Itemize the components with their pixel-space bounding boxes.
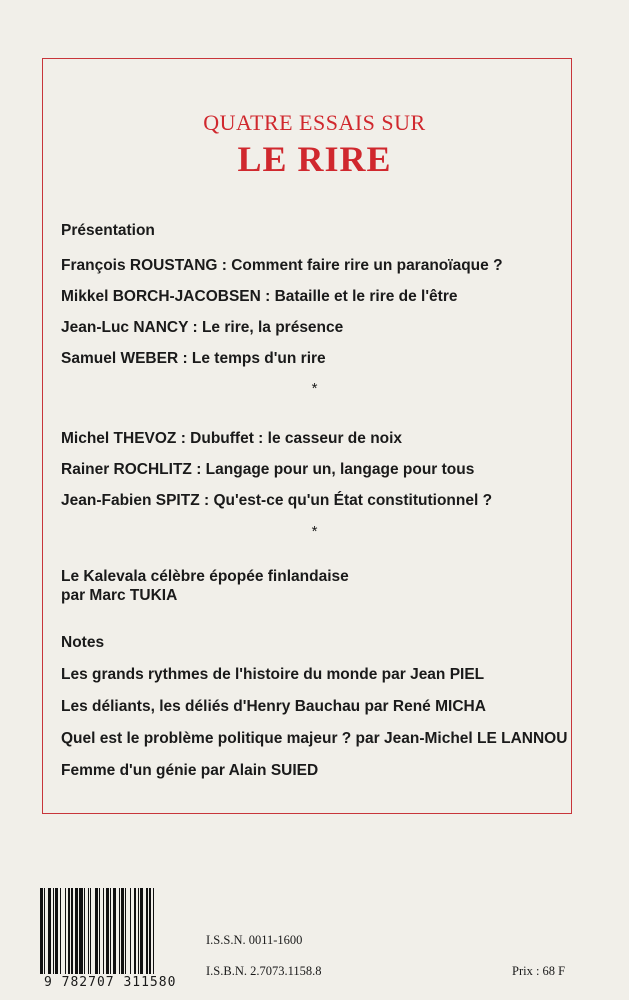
- barcode-digits: 9 782707 311580: [44, 975, 177, 990]
- notes-item: Les grands rythmes de l'histoire du monde par Jean PIEL: [61, 666, 485, 683]
- price-text: Prix : 68 F: [512, 964, 566, 978]
- barcode-bar: [154, 888, 157, 974]
- toc-item: Rainer ROCHLITZ : Langage pour un, langage pour tous: [61, 461, 475, 478]
- toc-item: François ROUSTANG : Comment faire rire un paranoïaque ?: [61, 257, 503, 274]
- notes-item: Femme d'un génie par Alain SUIED: [61, 762, 319, 779]
- toc-item: Samuel WEBER : Le temps d'un rire: [61, 350, 326, 367]
- separator-star: *: [311, 380, 318, 397]
- notes-item: Quel est le problème politique majeur ? par Jean-Michel LE LANNOU: [61, 730, 568, 747]
- heading-notes: Notes: [61, 634, 105, 651]
- notes-item: Les déliants, les déliés d'Henry Bauchau par René MICHA: [61, 698, 486, 715]
- isbn-text: I.S.B.N. 2.7073.1158.8: [206, 964, 322, 978]
- barcode: [40, 888, 200, 974]
- title-line-2: LE RIRE: [237, 139, 392, 179]
- toc-item: par Marc TUKIA: [61, 587, 178, 604]
- toc-item: Le Kalevala célèbre épopée finlandaise: [61, 568, 349, 585]
- toc-item: Jean-Luc NANCY : Le rire, la présence: [61, 319, 344, 336]
- title-line-1: QUATRE ESSAIS SUR: [203, 110, 426, 135]
- issn-text: I.S.S.N. 0011-1600: [206, 933, 303, 947]
- heading-presentation: Présentation: [61, 222, 155, 239]
- toc-item: Michel THEVOZ : Dubuffet : le casseur de noix: [61, 430, 403, 447]
- separator-star: *: [311, 523, 318, 540]
- toc-item: Jean-Fabien SPITZ : Qu'est-ce qu'un État constitutionnel ?: [61, 492, 493, 509]
- toc-item: Mikkel BORCH-JACOBSEN : Bataille et le rire de l'être: [61, 288, 458, 305]
